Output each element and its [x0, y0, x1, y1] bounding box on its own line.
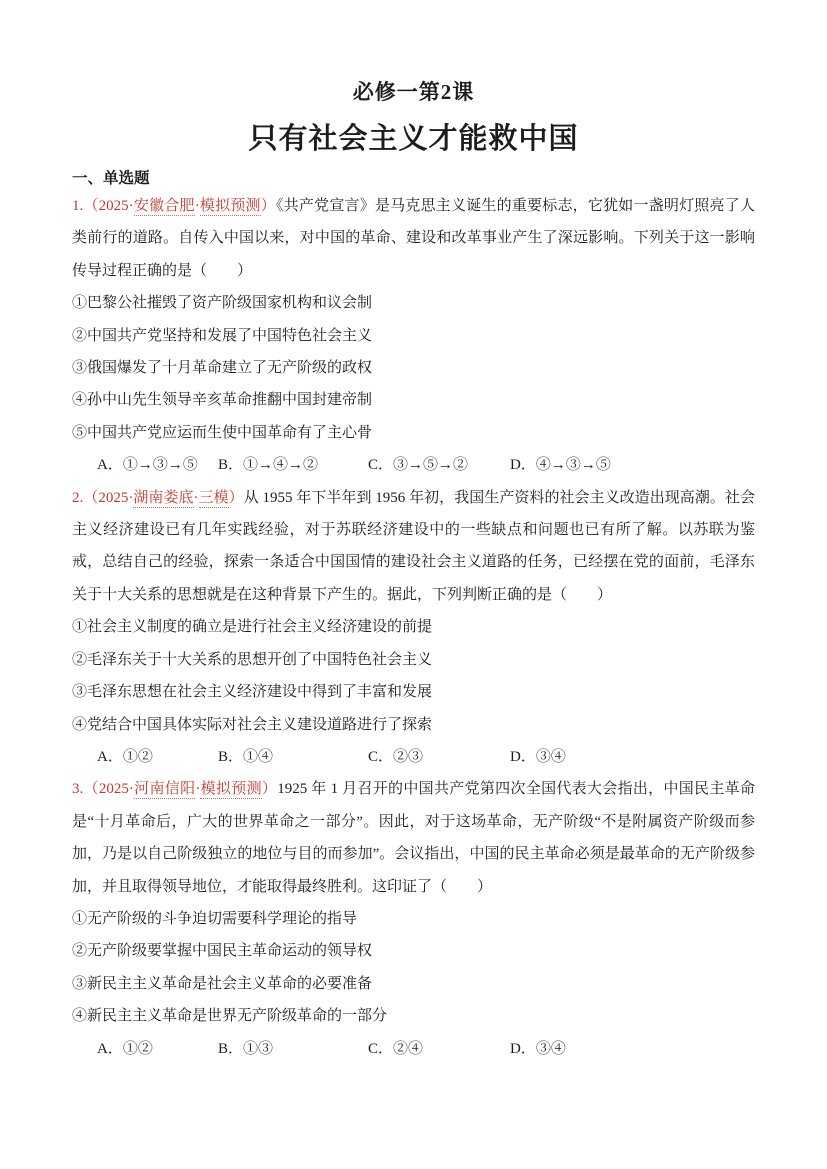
- question-1-item-5: ⑤中国共产党应运而生使中国革命有了主心骨: [72, 424, 373, 441]
- tag-dot: ·: [195, 781, 201, 798]
- option-b: B．①④: [218, 748, 274, 765]
- tag-dot: ·: [194, 198, 200, 214]
- question-2: [72, 482, 755, 774]
- tag-region: 河南信阳: [133, 781, 196, 798]
- question-2-stem-text: 从 1955 年下半年到 1956 年初，我国生产资料的社会主义改造出现高潮。社会主义经济建设已有几年实践经验，对于苏联经济建设中的一些缺点和问题也已有所了解。以苏联为鉴戒，总结自己的经验，探索一条适合中国国情的建设社会主义道路的任务，已经摆在党的面前，毛泽东关于十大关系的思想就是在这种背景下产生的。据此，下列判断正确的是（ ）: [72, 489, 755, 603]
- question-2-item-4: ④党结合中国具体实际对社会主义建设道路进行了探索: [72, 716, 433, 733]
- question-3-item-3: ③新民主主义革命是社会主义革命的必要准备: [72, 975, 373, 992]
- tag-suffix: ）: [228, 489, 244, 506]
- question-3-item-4: ④新民主主义革命是世界无产阶级革命的一部分: [72, 1008, 388, 1025]
- option-c: C．③→⑤→②: [368, 457, 469, 474]
- question-1-source-tag: [72, 198, 276, 216]
- question-1-item-4: ④孙中山先生领导辛亥革命推翻中国封建帝制: [72, 392, 373, 409]
- question-1: [72, 190, 755, 482]
- question-3-options-row: [72, 1033, 755, 1065]
- tag-prefix: 1.（2025·: [72, 198, 134, 214]
- tag-dot: ·: [193, 489, 199, 506]
- option-c: C．②④: [368, 1040, 424, 1057]
- question-3-source-tag: [72, 781, 277, 799]
- question-1-stem: [72, 190, 755, 287]
- option-b: B．①③: [218, 1040, 274, 1057]
- question-3-item-2: ②无产阶级要掌握中国民主革命运动的领导权: [72, 943, 373, 960]
- option-a: A．①→③→⑤: [97, 457, 198, 474]
- question-3-stem: [72, 773, 755, 903]
- question-3-stem-text: 1925 年 1 月召开的中国共产党第四次全国代表大会指出，中国民主革命是“十月革命后，广大的世界革命之一部分”。因此，对于这场革命，无产阶级“不是附属资产阶级而参加，乃是以自己阶级独立的地位与目的而参加”。会议指出，中国的民主革命必须是最革命的无产阶级参加，并且取得领导地位，才能取得最终胜利。这印证了（ ）: [72, 781, 755, 895]
- question-2-item-1: ①社会主义制度的确立是进行社会主义经济建设的前提: [72, 619, 433, 636]
- tag-suffix: ）: [261, 781, 278, 798]
- tag-prefix: 2.（2025·: [72, 489, 134, 506]
- question-3: [72, 773, 755, 1065]
- question-2-item-3: ③毛泽东思想在社会主义经济建设中得到了丰富和发展: [72, 684, 433, 701]
- question-2-stem: [72, 482, 755, 612]
- question-1-item-2: ②中国共产党坚持和发展了中国特色社会主义: [72, 327, 373, 344]
- option-a: A．①②: [97, 748, 153, 765]
- tag-suffix: ）: [260, 198, 276, 214]
- question-1-stem-text: 《共产党宣言》是马克思主义诞生的重要标志，它犹如一盏明灯照亮了人类前行的道路。自传入中国以来，对中国的革命、建设和改革事业产生了深远影响。下列关于这一影响传导过程正确的是（ ）: [72, 198, 755, 279]
- section-heading: 一、单选题: [72, 170, 150, 187]
- question-1-item-3: ③俄国爆发了十月革命建立了无产阶级的政权: [72, 360, 373, 377]
- question-3-item-1: ①无产阶级的斗争迫切需要科学理论的指导: [72, 910, 358, 927]
- option-d: D．③④: [510, 1040, 566, 1057]
- question-2-options-row: [72, 741, 755, 773]
- option-d: D．④→③→⑤: [510, 457, 611, 474]
- tag-type: 三模: [198, 489, 229, 506]
- page-title: 只有社会主义才能救中国: [248, 123, 579, 155]
- tag-region: 湖南娄底: [133, 489, 194, 506]
- option-c: C．②③: [368, 748, 424, 765]
- tag-prefix: 3.（2025·: [72, 781, 134, 798]
- tag-region: 安徽合肥: [133, 198, 195, 214]
- option-b: B．①→④→②: [218, 457, 319, 474]
- option-d: D．③④: [510, 748, 566, 765]
- question-2-source-tag: [72, 490, 244, 508]
- question-1-item-1: ①巴黎公社摧毁了资产阶级国家机构和议会制: [72, 295, 373, 312]
- option-a: A．①②: [97, 1040, 153, 1057]
- course-label: 必修一第2课: [352, 80, 475, 104]
- tag-type: 模拟预测: [199, 198, 261, 214]
- tag-type: 模拟预测: [200, 781, 262, 798]
- question-1-options-row: [72, 449, 755, 481]
- question-2-item-2: ②毛泽东关于十大关系的思想开创了中国特色社会主义: [72, 651, 433, 668]
